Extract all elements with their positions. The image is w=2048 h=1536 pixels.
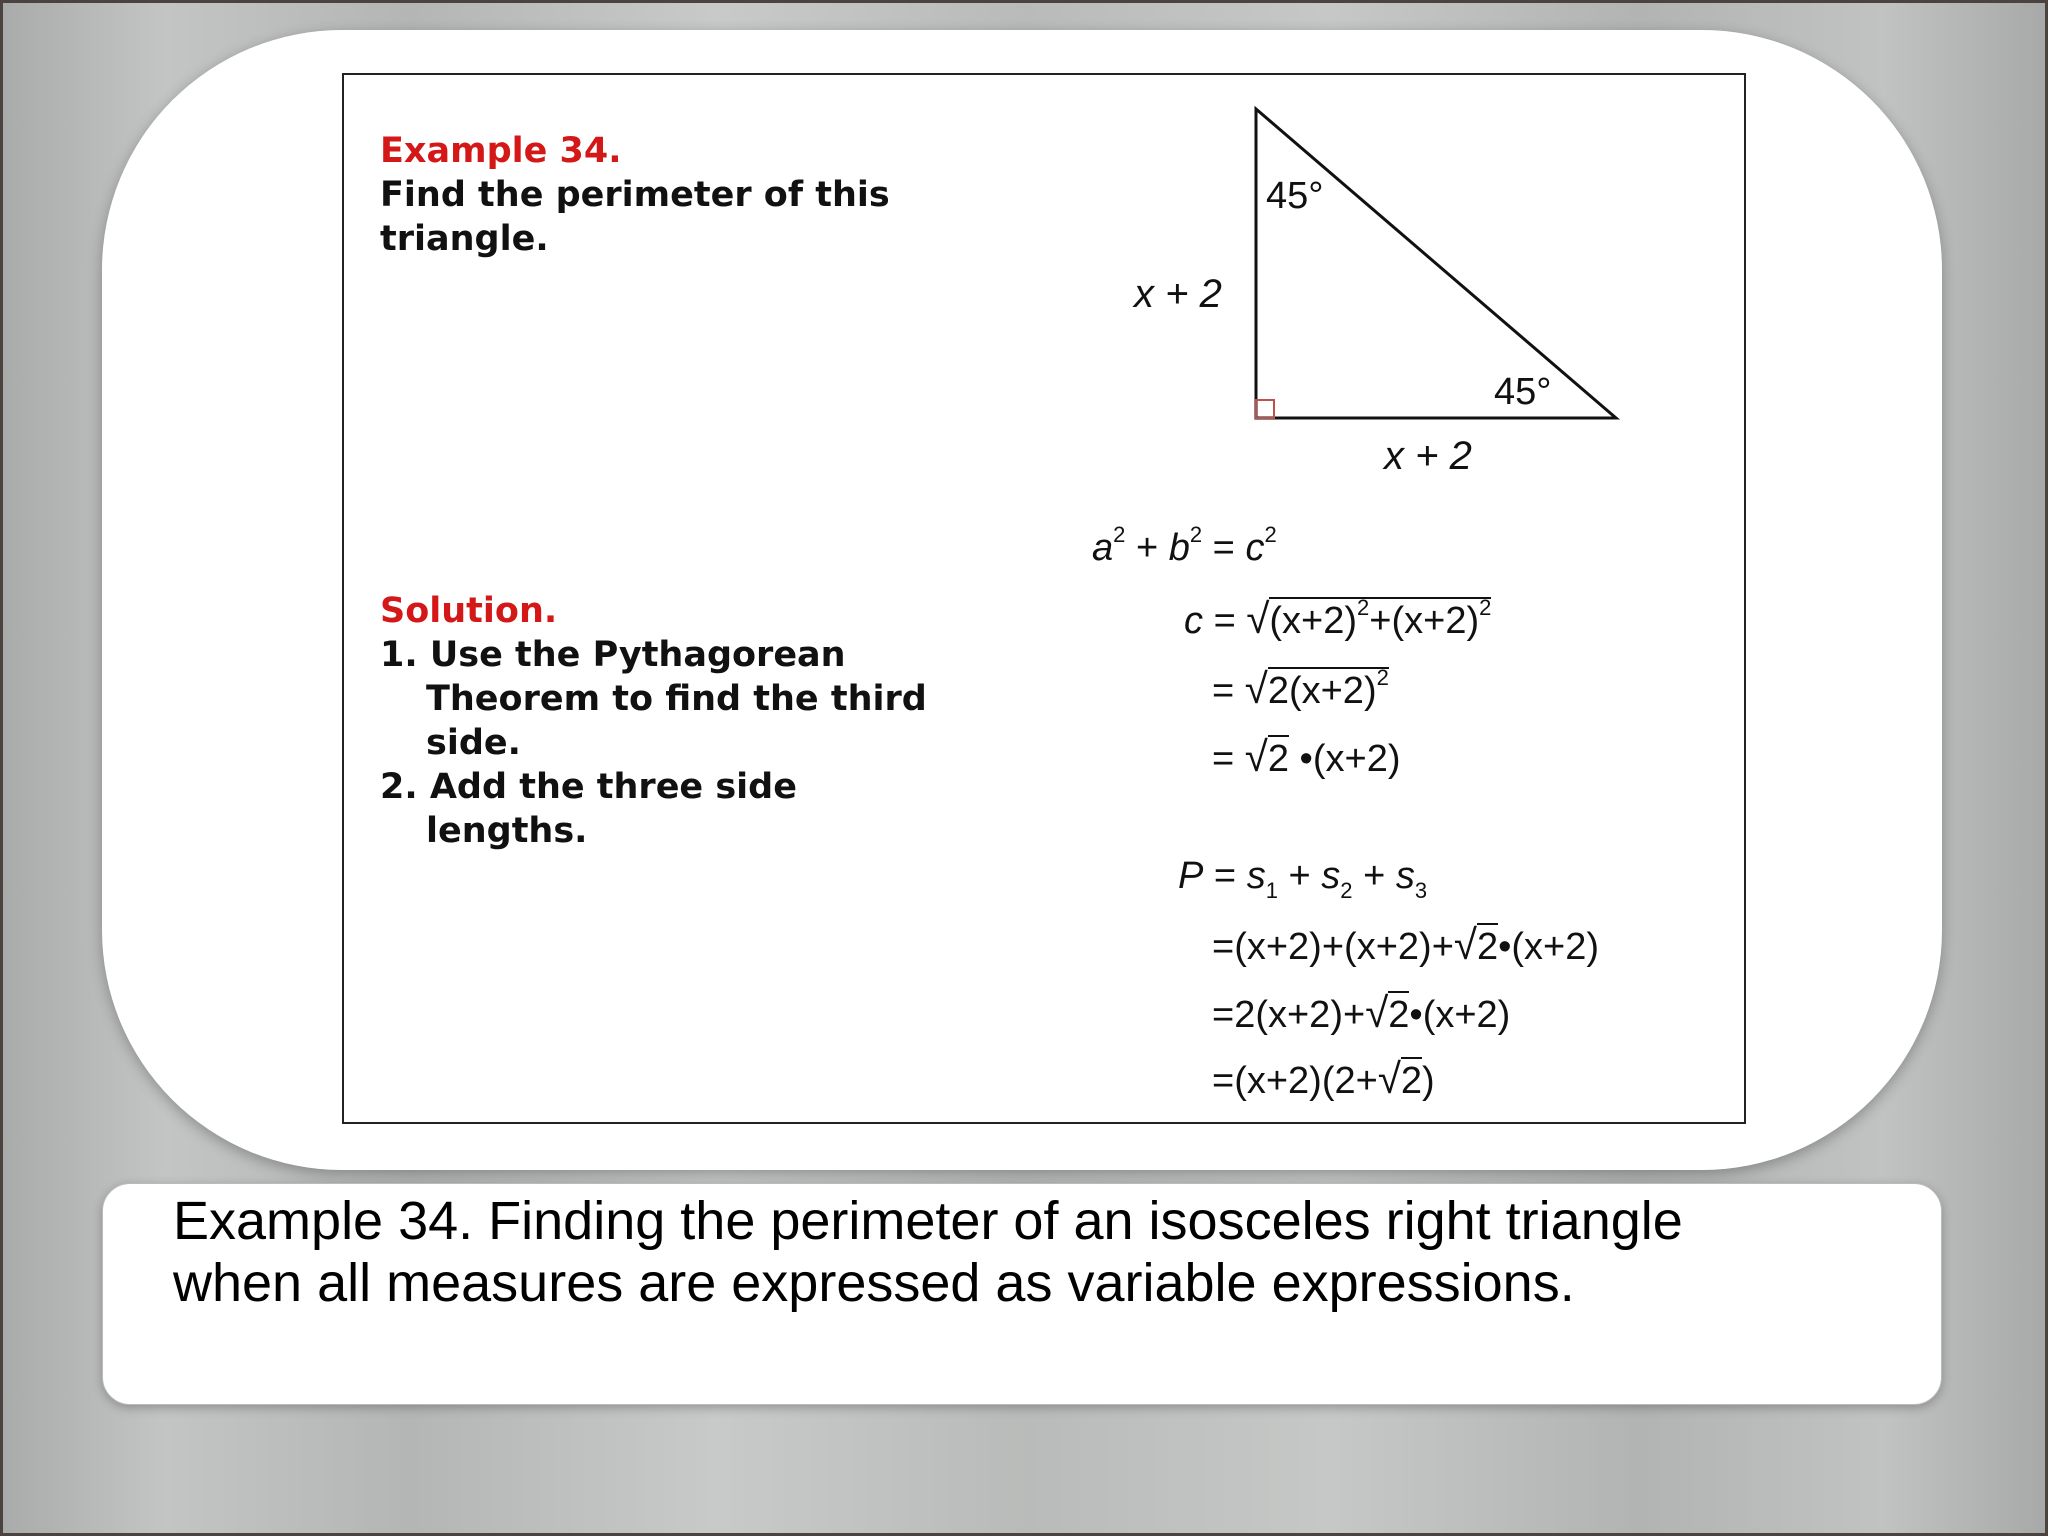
solution-block <box>380 589 927 853</box>
solution-heading: Solution. <box>380 591 558 631</box>
problem-statement-line2: triangle. <box>380 219 549 259</box>
caption-line2: when all measures are expressed as variable expressions. <box>173 1253 1575 1313</box>
c-simplify-step: = $√2(x+2)^2$ <box>1212 665 1389 712</box>
caption-box <box>102 1183 1942 1405</box>
bottom-side-label: x + 2 <box>1384 434 1472 478</box>
step2-line2: lengths. <box>426 811 588 851</box>
example-heading: Example 34. <box>380 131 622 171</box>
left-side-label: x + 2 <box>1134 272 1222 316</box>
pythagorean-equation: $a^2 + b^2 = c^2$ <box>1092 522 1277 569</box>
right-angle-marker <box>1256 400 1274 418</box>
perimeter-result-step: =(x+2)(2+√2) <box>1212 1055 1435 1102</box>
perimeter-combine-step: =2(x+2)+√2•(x+2) <box>1212 989 1511 1036</box>
triangle-shape <box>1256 109 1616 418</box>
bottom-angle-label: 45° <box>1494 371 1552 413</box>
perimeter-sum-step: =(x+2)+(x+2)+√2•(x+2) <box>1212 921 1600 968</box>
step1-line3: side. <box>426 723 521 763</box>
perimeter-formula: $P = s_1 + s_2 + s_3$ <box>1178 855 1428 903</box>
c-result-step: = √2 •(x+2) <box>1212 733 1401 780</box>
problem-statement-line1: Find the perimeter of this <box>380 175 890 215</box>
step2-line1: 2. Add the three side <box>380 767 797 807</box>
c-radical-step: $c = √(x+2)^2+(x+2)^2$ <box>1184 595 1492 642</box>
caption-line1: Example 34. Finding the perimeter of an isosceles right triangle <box>173 1191 1683 1251</box>
caption-text <box>173 1190 1893 1314</box>
example-slide <box>342 73 1746 1124</box>
step1-line2: Theorem to find the third <box>426 679 927 719</box>
top-angle-label: 45° <box>1266 175 1324 217</box>
step1-line1: 1. Use the Pythagorean <box>380 635 846 675</box>
